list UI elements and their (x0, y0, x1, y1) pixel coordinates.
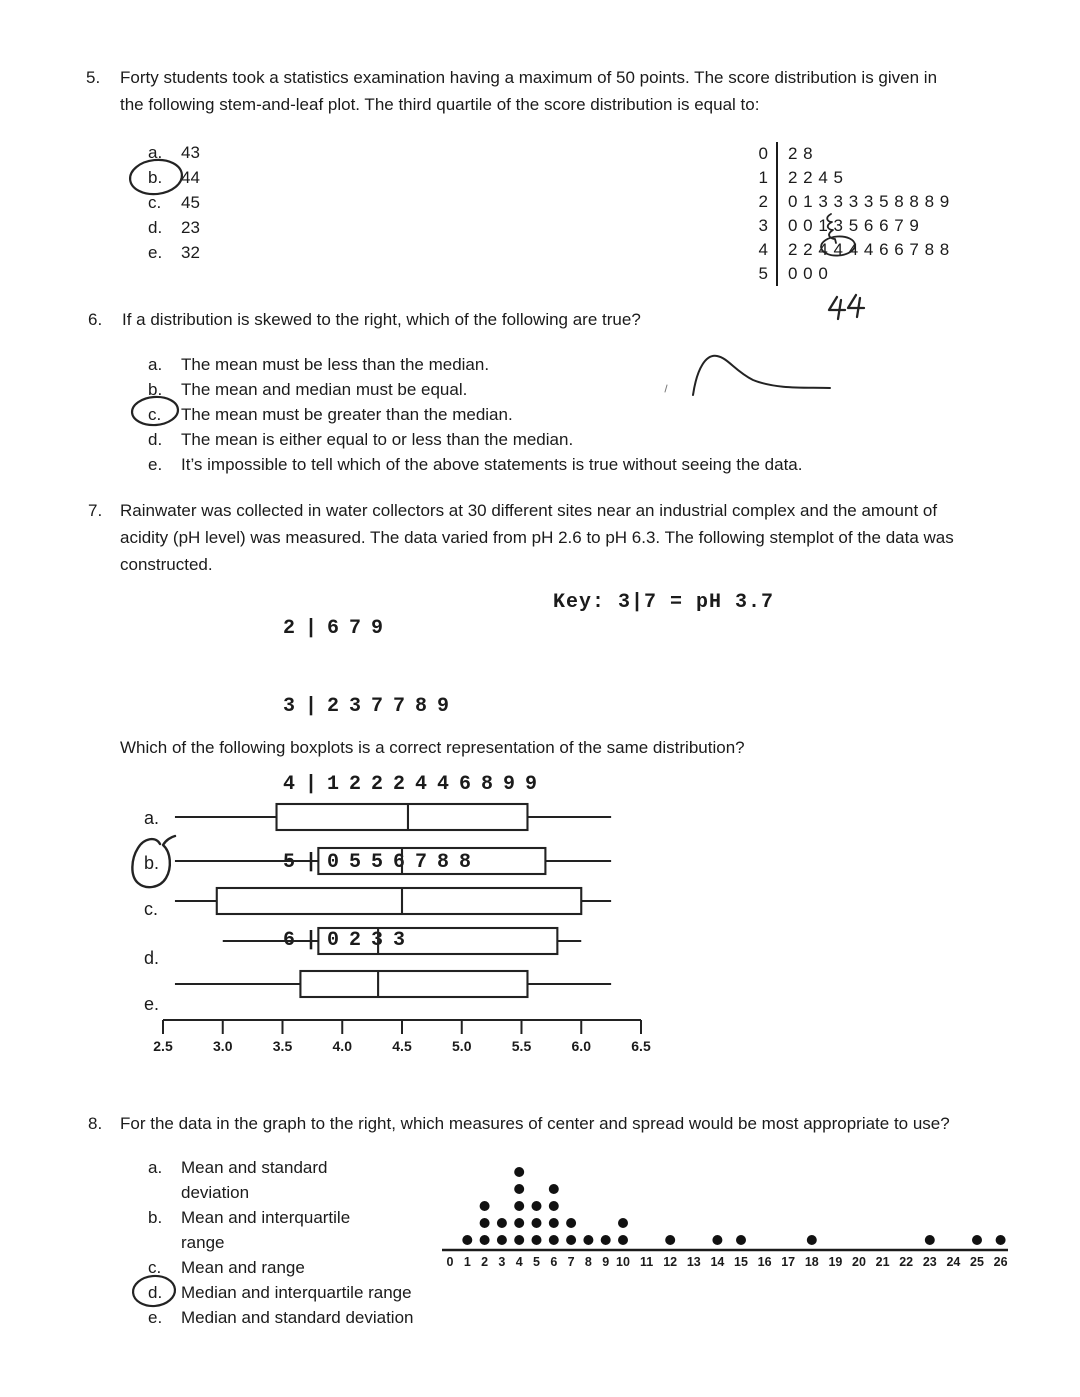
q8-option-a-text-2: deviation (181, 1183, 250, 1202)
dot (972, 1235, 982, 1245)
q5-option-b-letter: b. (148, 168, 163, 187)
q6-option-b (148, 377, 802, 402)
q6-option-d (148, 427, 802, 452)
dot (497, 1235, 507, 1245)
q7-number: 7. (88, 501, 103, 520)
q5-option-a-letter: a. (148, 143, 163, 162)
boxplot-tick-label: 6.0 (571, 1038, 591, 1054)
dotplot-tick-label: 26 (993, 1255, 1008, 1269)
boxplot-tick-label: 6.5 (631, 1038, 651, 1054)
dot (665, 1235, 675, 1245)
q5-handwritten-44 (829, 295, 864, 319)
q5-option-d (148, 215, 200, 240)
q5-stem-row: 2 0 1 3 3 3 3 5 8 8 8 9 (752, 190, 950, 214)
q7-line-2: acidity (pH level) was measured. The data varied from pH 2.6 to pH 6.3. The following stemplot of the data was (120, 528, 954, 547)
dot (566, 1235, 576, 1245)
dot (549, 1218, 559, 1228)
q7-stemplot-row: 6|0233 (283, 929, 416, 952)
q7-stemplot-row: 3|237789 (283, 695, 460, 718)
q5-option-e-letter: e. (148, 243, 163, 262)
q8-options (148, 1155, 414, 1330)
q8-number: 8. (88, 1114, 103, 1133)
q6-number: 6. (88, 310, 103, 329)
q5-stem-row: 0 2 8 (752, 142, 950, 166)
q6-line-1: If a distribution is skewed to the right, which of the following are true? (122, 310, 641, 329)
q7-stemplot-row: 2|679 (283, 617, 394, 640)
dotplot-tick-label: 24 (946, 1255, 961, 1269)
dotplot-tick-label: 21 (875, 1255, 890, 1269)
q5-stem-row: 3 0 0 1 3 5 6 6 7 9 (752, 214, 950, 238)
dotplot-tick-label: 12 (663, 1255, 678, 1269)
q8-option-b-text-2: range (181, 1233, 225, 1252)
q8-option-c-text: Mean and range (181, 1258, 305, 1277)
dotplot-tick-label: 17 (781, 1255, 796, 1269)
q5-option-c (148, 190, 200, 215)
q8-option-d-letter: d. (148, 1283, 163, 1302)
dotplot-tick-label: 18 (804, 1255, 819, 1269)
dot (712, 1235, 722, 1245)
q8-option-d (148, 1280, 414, 1305)
boxplot-label-c: c. (144, 899, 159, 919)
boxplot-label-b: b. (144, 853, 160, 873)
dot (532, 1218, 542, 1228)
dot (532, 1201, 542, 1211)
q8-option-e-letter: e. (148, 1308, 163, 1327)
q6-option-b-letter: b. (148, 380, 163, 399)
boxplot-b (175, 848, 611, 874)
q5-stem-and-leaf-plot (752, 142, 950, 286)
q5-stem-row: 1 2 2 4 5 (752, 166, 950, 190)
q6-option-a-text: The mean must be less than the median. (181, 355, 490, 374)
dotplot-tick-label: 0 (446, 1255, 454, 1269)
boxplot-label-a: a. (144, 808, 160, 828)
boxplot-label-d: d. (144, 948, 160, 968)
dotplot-tick-label: 5 (533, 1255, 540, 1269)
dotplot-tick-label: 23 (922, 1255, 937, 1269)
dot (532, 1235, 542, 1245)
dot (480, 1235, 490, 1245)
q6-option-e (148, 452, 802, 477)
q5-number: 5. (86, 68, 101, 87)
q5-option-b-text: 44 (181, 168, 200, 187)
dotplot-tick-label: 1 (463, 1255, 471, 1269)
q5-line-2: the following stem-and-leaf plot. The third quartile of the score distribution is equal to: (120, 95, 760, 114)
boxplot-e (175, 971, 611, 997)
dotplot-tick-label: 15 (734, 1255, 748, 1269)
dot (514, 1218, 524, 1228)
q6-option-d-letter: d. (148, 430, 163, 449)
boxplot-tick-label: 2.5 (153, 1038, 173, 1054)
q7-boxplot-question: Which of the following boxplots is a correct representation of the same distribution? (120, 738, 745, 757)
q7-line-3: constructed. (120, 555, 213, 574)
q7-boxplot-chart (128, 778, 673, 1068)
q5-option-a-text: 43 (181, 143, 200, 162)
dot (549, 1235, 559, 1245)
dot (480, 1201, 490, 1211)
boxplot-c (175, 888, 611, 914)
q5-option-c-text: 45 (181, 193, 200, 212)
q5-stem-row: 5 0 0 0 (752, 262, 950, 286)
q8-line-1: For the data in the graph to the right, which measures of center and spread would be most appropriate to use? (120, 1114, 950, 1133)
q8-dotplot-chart (438, 1155, 1023, 1275)
boxplot-tick-label: 4.5 (392, 1038, 412, 1054)
dotplot-tick-label: 2 (481, 1255, 489, 1269)
dot (514, 1184, 524, 1194)
q6-option-e-text: It’s impossible to tell which of the above statements is true without seeing the data. (181, 455, 803, 474)
boxplot-tick-label: 4.0 (332, 1038, 352, 1054)
dotplot-tick-label: 10 (616, 1255, 630, 1269)
dot (736, 1235, 746, 1245)
q8-option-a-letter: a. (148, 1158, 163, 1177)
q8-option-b (148, 1205, 414, 1255)
q6-option-c-letter: c. (148, 405, 162, 424)
dot (566, 1218, 576, 1228)
q8-option-b-text: Mean and interquartile (181, 1208, 351, 1227)
boxplot-tick-label: 5.5 (511, 1038, 532, 1054)
dotplot-tick-label: 16 (757, 1255, 772, 1269)
q8-option-b-letter: b. (148, 1208, 163, 1227)
q8-question-text (120, 1110, 950, 1137)
boxplot-axis (163, 1020, 641, 1034)
q7-stemplot-key: Key: 3|7 = pH 3.7 (553, 591, 775, 614)
dot (480, 1218, 490, 1228)
dot (549, 1201, 559, 1211)
dot (618, 1235, 628, 1245)
q6-option-b-text: The mean and median must be equal. (181, 380, 468, 399)
dotplot-tick-label: 19 (828, 1255, 843, 1269)
q8-option-c-letter: c. (148, 1258, 162, 1277)
dot (514, 1201, 524, 1211)
q5-question-text (120, 64, 937, 118)
dotplot-tick-label: 20 (852, 1255, 866, 1269)
q8-option-c (148, 1255, 414, 1280)
boxplot-d (223, 928, 582, 954)
dot (514, 1235, 524, 1245)
q6-question-text (122, 306, 641, 333)
q5-options (148, 140, 200, 265)
dotplot-tick-label: 13 (686, 1255, 701, 1269)
q5-option-a (148, 140, 200, 165)
dotplot-tick-label: 3 (498, 1255, 506, 1269)
dotplot-tick-label: 11 (639, 1255, 654, 1269)
dotplot-tick-label: 22 (899, 1255, 914, 1269)
dot (925, 1235, 935, 1245)
boxplot-a (175, 804, 611, 830)
q8-option-d-text: Median and interquartile range (181, 1283, 412, 1302)
q8-option-a (148, 1155, 414, 1205)
dot (807, 1235, 817, 1245)
boxplot-tick-label: 3.5 (272, 1038, 293, 1054)
dot (601, 1235, 611, 1245)
boxplot-label-e: e. (144, 994, 160, 1014)
q7-stemplot-row: 5|0556788 (283, 851, 482, 874)
dotplot-dots (462, 1167, 1005, 1245)
q5-option-d-letter: d. (148, 218, 163, 237)
dot (996, 1235, 1006, 1245)
dotplot-tick-label: 9 (602, 1255, 610, 1269)
dot (583, 1235, 593, 1245)
q6-option-a (148, 352, 802, 377)
q6-option-c (148, 402, 802, 427)
dot (618, 1218, 628, 1228)
dotplot-tick-label: 6 (550, 1255, 558, 1269)
dot (549, 1184, 559, 1194)
q5-option-c-letter: c. (148, 193, 162, 212)
dot (462, 1235, 472, 1245)
q7-line-1: Rainwater was collected in water collectors at 30 different sites near an industrial complex and the amount of (120, 501, 938, 520)
dotplot-tick-label: 14 (710, 1255, 725, 1269)
dot (497, 1218, 507, 1228)
dotplot-tick-label: 25 (970, 1255, 984, 1269)
q5-stem-row: 4 2 2 4 4 4 4 6 6 7 8 8 (752, 238, 950, 262)
q5-option-e (148, 240, 200, 265)
q6-option-d-text: The mean is either equal to or less than the median. (181, 430, 574, 449)
q7-stemplot-row: 4|1222446899 (283, 773, 548, 796)
dotplot-tick-label: 4 (515, 1255, 523, 1269)
q6-option-e-letter: e. (148, 455, 163, 474)
q8-option-e-text: Median and standard deviation (181, 1308, 414, 1327)
dotplot-tick-label: 8 (584, 1255, 592, 1269)
boxplot-tick-label: 3.0 (213, 1038, 233, 1054)
dotplot-tick-label: 7 (567, 1255, 575, 1269)
boxplot-tick-label: 5.0 (452, 1038, 472, 1054)
q5-option-b (148, 165, 200, 190)
q8-option-e (148, 1305, 414, 1330)
q5-option-e-text: 32 (181, 243, 200, 262)
q6-options (148, 352, 802, 477)
q8-option-a-text: Mean and standard (181, 1158, 328, 1177)
q6-option-a-letter: a. (148, 355, 163, 374)
q6-option-c-text: The mean must be greater than the median. (181, 405, 513, 424)
q5-option-d-text: 23 (181, 218, 200, 237)
dot (514, 1167, 524, 1177)
q5-line-1: Forty students took a statistics examination having a maximum of 50 points. The score distribution is given in (120, 68, 938, 87)
